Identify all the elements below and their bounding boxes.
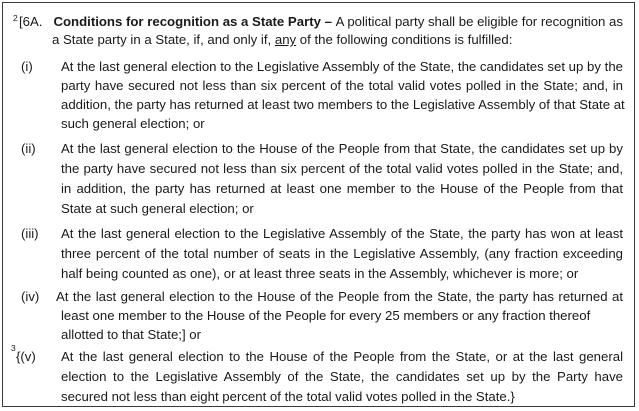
clause-marker-iii: (iii) (21, 226, 39, 241)
clause-i-line-1: At the last general election to the Legislative Assembly of the State, the candidates set up by the (61, 59, 623, 74)
footnote-marker-3: 3 (11, 343, 16, 353)
intro-line-2-underlined: any (274, 32, 297, 47)
clause-marker-i: (i) (21, 59, 33, 74)
footnote-marker-2: 2 (13, 13, 18, 23)
clause-v-line-3: secured not less than eight percent of the total valid votes polled in the State.} (61, 389, 515, 404)
clause-i-line-4: such general election; or (61, 116, 205, 131)
clause-v-line-2: election to the Legislative Assembly of the State, the candidates set up by the Party have (61, 369, 623, 384)
intro-line-2-pre: a State party in a State, if, and only if, (52, 32, 272, 47)
clause-iv-line-2: least one member to the House of the People for every 25 members or any fraction thereof (61, 308, 591, 323)
clause-iii-line-2: three percent of the total number of seats in the Legislative Assembly, (any fraction exceeding (61, 246, 623, 261)
clause-iv-line-3: allotted to that State;] or (61, 327, 202, 342)
clause-iii-line-3: half being counted as one), or at least three seats in the Assembly, whichever is more; or (61, 266, 579, 281)
section-id: [6A. (19, 14, 43, 29)
clause-ii-line-3: in addition, the party has returned at least one member to the House of the People from that (61, 181, 623, 196)
clause-i-line-2: party have secured not less than six percent of the total valid votes polled in the State; and, in (61, 78, 623, 93)
section-title: Conditions for recognition as a State Party – (53, 14, 332, 29)
intro-line-2 (52, 32, 512, 48)
intro-line-1: A political party shall be eligible for recognition as (335, 14, 623, 29)
clause-ii-line-2: the party have secured not less than six percent of the total valid votes polled in the State; and, (61, 161, 623, 176)
clause-iii-line-1: At the last general election to the Legislative Assembly of the State, the party has won at least (61, 226, 623, 241)
clause-iv-line-1: At the last general election to the House of the People from the State, the party has returned at (56, 289, 623, 304)
clause-ii-line-1: At the last general election to the House of the People from that State, the candidates set up by (61, 141, 623, 156)
clause-v-line-1: At the last general election to the House of the People from the State, or at the last general (61, 349, 623, 364)
intro-line-2-post: of the following conditions is fulfilled: (299, 32, 513, 47)
clause-ii-line-4: State at such general election; or (61, 201, 254, 216)
clause-i-line-3: addition, the party has returned at least two members to the Legislative Assembly of that State at (61, 97, 625, 112)
section-heading-line (19, 14, 623, 30)
clause-marker-iv: (iv) (21, 289, 40, 304)
clause-marker-v: {(v) (16, 349, 36, 364)
clause-marker-ii: (ii) (21, 141, 36, 156)
